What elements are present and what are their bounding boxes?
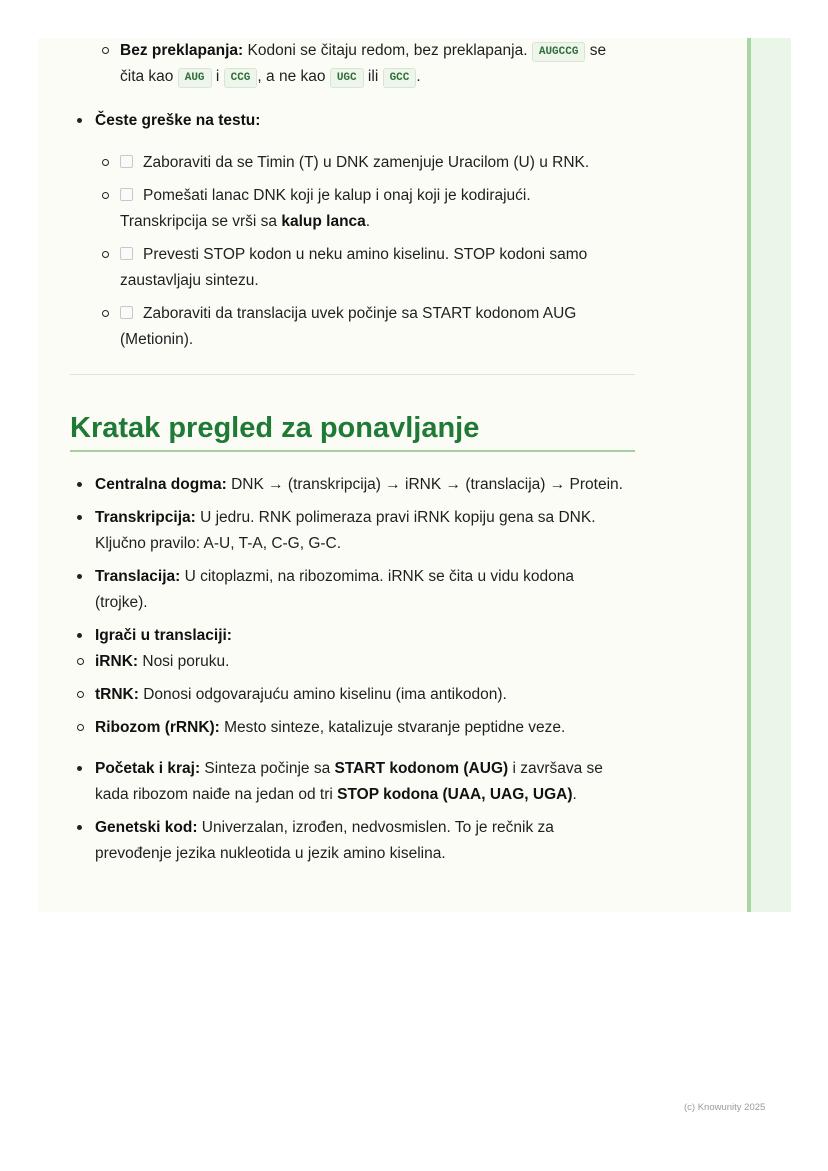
player-text: Mesto sinteze, katalizuje stvaranje peptidne veze.: [219, 719, 566, 736]
review-item: [70, 505, 640, 557]
item-label: Igrači u translaciji:: [95, 627, 232, 644]
mistake-text: .: [365, 213, 371, 230]
list-item-overlap: [70, 38, 640, 90]
circle-bullet-icon: [102, 159, 109, 166]
item-text: U jedru. RNK polimeraza pravi iRNK kopiju gena sa DNK.: [195, 509, 596, 526]
circle-bullet-icon: [102, 192, 109, 199]
circle-bullet-icon: [102, 310, 109, 317]
overlap-text: ili: [363, 68, 383, 85]
circle-bullet-icon: [77, 691, 84, 698]
review-item: [70, 756, 640, 808]
item-text: U citoplazmi, na ribozomima. iRNK se čita u vidu kodona: [180, 568, 574, 585]
checkbox[interactable]: [120, 306, 133, 319]
mistake-text: Prevesti STOP kodon u neku amino kiselinu. STOP kodoni samo: [143, 246, 588, 263]
player-label: tRNK:: [95, 686, 139, 703]
footer-copyright: (c) Knowunity 2025: [684, 1102, 766, 1113]
bullet-icon: [77, 825, 82, 830]
checkbox[interactable]: [120, 247, 133, 260]
review-item: [70, 564, 640, 616]
item-text: Sinteza počinje sa: [200, 760, 335, 777]
mistake-item: [70, 150, 640, 176]
overlap-text: i: [211, 68, 224, 85]
item-text: i završava se: [508, 760, 603, 777]
item-label: Centralna dogma:: [95, 476, 227, 493]
bullet-icon: [77, 574, 82, 579]
player-item: [70, 649, 640, 675]
code-aug: AUG: [178, 68, 212, 88]
mistake-text: Zaboraviti da se Timin (T) u DNK zamenjuje Uracilom (U) u RNK.: [143, 154, 590, 171]
item-bold: STOP kodona (UAA, UAG, UGA): [337, 786, 573, 803]
player-label: iRNK:: [95, 653, 139, 670]
mistake-item: [70, 242, 640, 294]
code-ccg: CCG: [224, 68, 258, 88]
overlap-label: Bez preklapanja:: [120, 42, 244, 59]
mistakes-title: Česte greške na testu:: [95, 112, 261, 129]
divider: [70, 374, 635, 375]
circle-bullet-icon: [77, 724, 84, 731]
mistake-item: [70, 301, 640, 353]
review-item: [70, 472, 640, 498]
bullet-icon: [77, 766, 82, 771]
player-label: Ribozom (rRNK):: [95, 719, 220, 736]
item-label: Translacija:: [95, 568, 181, 585]
bullet-icon: [77, 515, 82, 520]
player-item: [70, 682, 640, 708]
side-panel: [751, 38, 791, 912]
top-section: [70, 38, 640, 353]
review-item: [70, 623, 640, 649]
section-heading: Kratak pregled za ponavljanje: [70, 406, 635, 452]
circle-bullet-icon: [102, 251, 109, 258]
mistake-item: [70, 183, 640, 235]
mistake-text: Zaboraviti da translacija uvek počinje sa START kodonom AUG: [143, 305, 577, 322]
overlap-text: .: [416, 68, 421, 85]
item-text: kada ribozom naiđe na jedan od tri: [95, 786, 338, 803]
overlap-text: Kodoni se čitaju redom, bez preklapanja.: [243, 42, 532, 59]
player-text: Donosi odgovarajuću amino kiselinu (ima antikodon).: [138, 686, 507, 703]
player-item: [70, 715, 640, 741]
mistake-text: Transkripcija se vrši sa: [120, 213, 282, 230]
code-ugc: UGC: [330, 68, 364, 88]
bullet-icon: [77, 118, 82, 123]
item-text: Univerzalan, izrođen, nedvosmislen. To je rečnik za: [197, 819, 554, 836]
mistake-bold: kalup lanca: [281, 213, 366, 230]
checkbox[interactable]: [120, 155, 133, 168]
overlap-text: se: [585, 42, 607, 59]
item-label: Genetski kod:: [95, 819, 198, 836]
item-label: Početak i kraj:: [95, 760, 201, 777]
item-text: DNK → (transkripcija) → iRNK → (translacija) → Protein.: [226, 476, 623, 493]
mistake-text: Pomešati lanac DNK koji je kalup i onaj koji je kodirajući.: [143, 187, 531, 204]
mistake-text: (Metionin).: [120, 331, 194, 348]
bullet-icon: [77, 482, 82, 487]
overlap-text: , a ne kao: [257, 68, 330, 85]
mistake-text: zaustavljaju sintezu.: [120, 272, 259, 289]
item-text: Ključno pravilo: A-U, T-A, C-G, G-C.: [95, 535, 342, 552]
overlap-text: čita kao: [120, 68, 178, 85]
review-item: [70, 815, 640, 867]
item-bold: START kodonom (AUG): [334, 760, 509, 777]
bullet-icon: [77, 633, 82, 638]
item-label: Transkripcija:: [95, 509, 196, 526]
circle-bullet-icon: [77, 658, 84, 665]
item-text: (trojke).: [95, 594, 148, 611]
list-item-mistakes: [70, 108, 640, 134]
code-augccg: AUGCCG: [532, 42, 586, 62]
player-text: Nosi poruku.: [138, 653, 230, 670]
code-gcc: GCC: [383, 68, 417, 88]
item-text: prevođenje jezika nukleotida u jezik amino kiselina.: [95, 845, 446, 862]
checkbox[interactable]: [120, 188, 133, 201]
review-list: [70, 472, 640, 867]
item-text: .: [572, 786, 577, 803]
circle-bullet-icon: [102, 47, 109, 54]
